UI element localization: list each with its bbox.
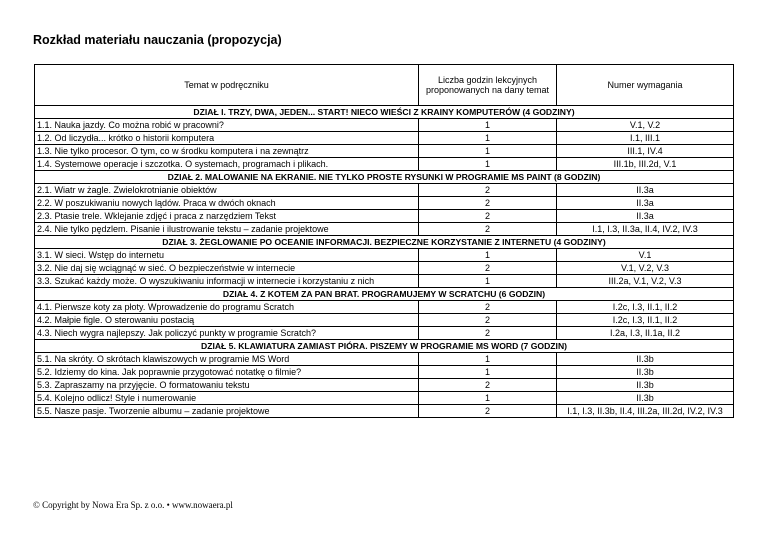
table-body bbox=[35, 106, 734, 418]
requirement-cell: I.1, I.3, II.3a, II.4, IV.2, IV.3 bbox=[557, 223, 734, 236]
hours-cell: 2 bbox=[419, 301, 557, 314]
table-row bbox=[35, 223, 734, 236]
header-hours: Liczba godzin lekcyjnych proponowanych na dany temat bbox=[419, 65, 557, 106]
table-row bbox=[35, 275, 734, 288]
topic-cell: 5.3. Zapraszamy na przyjęcie. O formatowaniu tekstu bbox=[35, 379, 419, 392]
table-row bbox=[35, 262, 734, 275]
topic-cell: 1.3. Nie tylko procesor. O tym, co w środku komputera i na zewnątrz bbox=[35, 145, 419, 158]
requirement-cell: I.2c, I.3, II.1, II.2 bbox=[557, 301, 734, 314]
table-row bbox=[35, 366, 734, 379]
requirement-cell: III.2a, V.1, V.2, V.3 bbox=[557, 275, 734, 288]
hours-cell: 1 bbox=[419, 366, 557, 379]
requirement-cell: II.3a bbox=[557, 197, 734, 210]
topic-cell: 4.1. Pierwsze koty za płoty. Wprowadzenie do programu Scratch bbox=[35, 301, 419, 314]
topic-cell: 5.5. Nasze pasje. Tworzenie albumu – zadanie projektowe bbox=[35, 405, 419, 418]
section-title: DZIAŁ 2. MALOWANIE NA EKRANIE. NIE TYLKO PROSTE RYSUNKI W PROGRAMIE MS PAINT (8 GODZIN) bbox=[35, 171, 734, 184]
hours-cell: 1 bbox=[419, 119, 557, 132]
requirement-cell: I.1, I.3, II.3b, II.4, III.2a, III.2d, IV.2, IV.3 bbox=[557, 405, 734, 418]
hours-cell: 2 bbox=[419, 327, 557, 340]
hours-cell: 2 bbox=[419, 405, 557, 418]
table-row bbox=[35, 353, 734, 366]
topic-cell: 3.1. W sieci. Wstęp do internetu bbox=[35, 249, 419, 262]
curriculum-table bbox=[34, 64, 734, 418]
table-row bbox=[35, 301, 734, 314]
topic-cell: 4.3. Niech wygra najlepszy. Jak policzyć punkty w programie Scratch? bbox=[35, 327, 419, 340]
requirement-cell: V.1, V.2 bbox=[557, 119, 734, 132]
hours-cell: 1 bbox=[419, 158, 557, 171]
requirement-cell: V.1 bbox=[557, 249, 734, 262]
hours-cell: 1 bbox=[419, 392, 557, 405]
table-row bbox=[35, 405, 734, 418]
requirement-cell: II.3b bbox=[557, 392, 734, 405]
table-row bbox=[35, 184, 734, 197]
hours-cell: 2 bbox=[419, 379, 557, 392]
hours-cell: 1 bbox=[419, 249, 557, 262]
hours-cell: 2 bbox=[419, 314, 557, 327]
header-requirement: Numer wymagania bbox=[557, 65, 734, 106]
page-title: Rozkład materiału nauczania (propozycja) bbox=[33, 33, 282, 47]
requirement-cell: II.3a bbox=[557, 184, 734, 197]
topic-cell: 5.1. Na skróty. O skrótach klawiszowych w programie MS Word bbox=[35, 353, 419, 366]
requirement-cell: V.1, V.2, V.3 bbox=[557, 262, 734, 275]
hours-cell: 2 bbox=[419, 262, 557, 275]
header-topic: Temat w podręczniku bbox=[35, 65, 419, 106]
requirement-cell: I.1, III.1 bbox=[557, 132, 734, 145]
table-row bbox=[35, 197, 734, 210]
topic-cell: 4.2. Małpie figle. O sterowaniu postacią bbox=[35, 314, 419, 327]
section-header-row bbox=[35, 106, 734, 119]
requirement-cell: III.1b, III.2d, V.1 bbox=[557, 158, 734, 171]
table-row bbox=[35, 249, 734, 262]
hours-cell: 1 bbox=[419, 275, 557, 288]
requirement-cell: I.2a, I.3, II.1a, II.2 bbox=[557, 327, 734, 340]
table-row bbox=[35, 379, 734, 392]
section-header-row bbox=[35, 236, 734, 249]
topic-cell: 2.1. Wiatr w żagle. Zwielokrotnianie obiektów bbox=[35, 184, 419, 197]
table-row bbox=[35, 119, 734, 132]
topic-cell: 3.2. Nie daj się wciągnąć w sieć. O bezpieczeństwie w internecie bbox=[35, 262, 419, 275]
requirement-cell: II.3a bbox=[557, 210, 734, 223]
requirement-cell: II.3b bbox=[557, 379, 734, 392]
section-title: DZIAŁ 5. KLAWIATURA ZAMIAST PIÓRA. PISZEMY W PROGRAMIE MS WORD (7 GODZIN) bbox=[35, 340, 734, 353]
hours-cell: 2 bbox=[419, 197, 557, 210]
topic-cell: 2.4. Nie tylko pędzlem. Pisanie i ilustrowanie tekstu – zadanie projektowe bbox=[35, 223, 419, 236]
requirement-cell: II.3b bbox=[557, 353, 734, 366]
table-row bbox=[35, 145, 734, 158]
section-header-row bbox=[35, 340, 734, 353]
copyright-footer: © Copyright by Nowa Era Sp. z o.o. • www.nowaera.pl bbox=[33, 500, 233, 510]
topic-cell: 2.3. Ptasie trele. Wklejanie zdjęć i praca z narzędziem Tekst bbox=[35, 210, 419, 223]
topic-cell: 5.2. Idziemy do kina. Jak poprawnie przygotować notatkę o filmie? bbox=[35, 366, 419, 379]
hours-cell: 2 bbox=[419, 223, 557, 236]
hours-cell: 1 bbox=[419, 145, 557, 158]
requirement-cell: III.1, IV.4 bbox=[557, 145, 734, 158]
table-row bbox=[35, 392, 734, 405]
topic-cell: 1.1. Nauka jazdy. Co można robić w pracowni? bbox=[35, 119, 419, 132]
hours-cell: 1 bbox=[419, 132, 557, 145]
table-header-row bbox=[35, 65, 734, 106]
requirement-cell: I.2c, I.3, II.1, II.2 bbox=[557, 314, 734, 327]
hours-cell: 2 bbox=[419, 184, 557, 197]
table-row bbox=[35, 158, 734, 171]
hours-cell: 1 bbox=[419, 353, 557, 366]
section-header-row bbox=[35, 171, 734, 184]
table-row bbox=[35, 314, 734, 327]
topic-cell: 3.3. Szukać każdy może. O wyszukiwaniu informacji w internecie i korzystaniu z nich bbox=[35, 275, 419, 288]
topic-cell: 1.4. Systemowe operacje i szczotka. O systemach, programach i plikach. bbox=[35, 158, 419, 171]
topic-cell: 5.4. Kolejno odlicz! Style i numerowanie bbox=[35, 392, 419, 405]
hours-cell: 2 bbox=[419, 210, 557, 223]
table-row bbox=[35, 210, 734, 223]
topic-cell: 1.2. Od liczydła... krótko o historii komputera bbox=[35, 132, 419, 145]
table-row bbox=[35, 132, 734, 145]
topic-cell: 2.2. W poszukiwaniu nowych lądów. Praca w dwóch oknach bbox=[35, 197, 419, 210]
section-header-row bbox=[35, 288, 734, 301]
section-title: DZIAŁ 3. ŻEGLOWANIE PO OCEANIE INFORMACJI. BEZPIECZNE KORZYSTANIE Z INTERNETU (4 GODZINY) bbox=[35, 236, 734, 249]
table-row bbox=[35, 327, 734, 340]
requirement-cell: II.3b bbox=[557, 366, 734, 379]
section-title: DZIAŁ I. TRZY, DWA, JEDEN... START! NIECO WIEŚCI Z KRAINY KOMPUTERÓW (4 GODZINY) bbox=[35, 106, 734, 119]
section-title: DZIAŁ 4. Z KOTEM ZA PAN BRAT. PROGRAMUJEMY W SCRATCHU (6 GODZIN) bbox=[35, 288, 734, 301]
